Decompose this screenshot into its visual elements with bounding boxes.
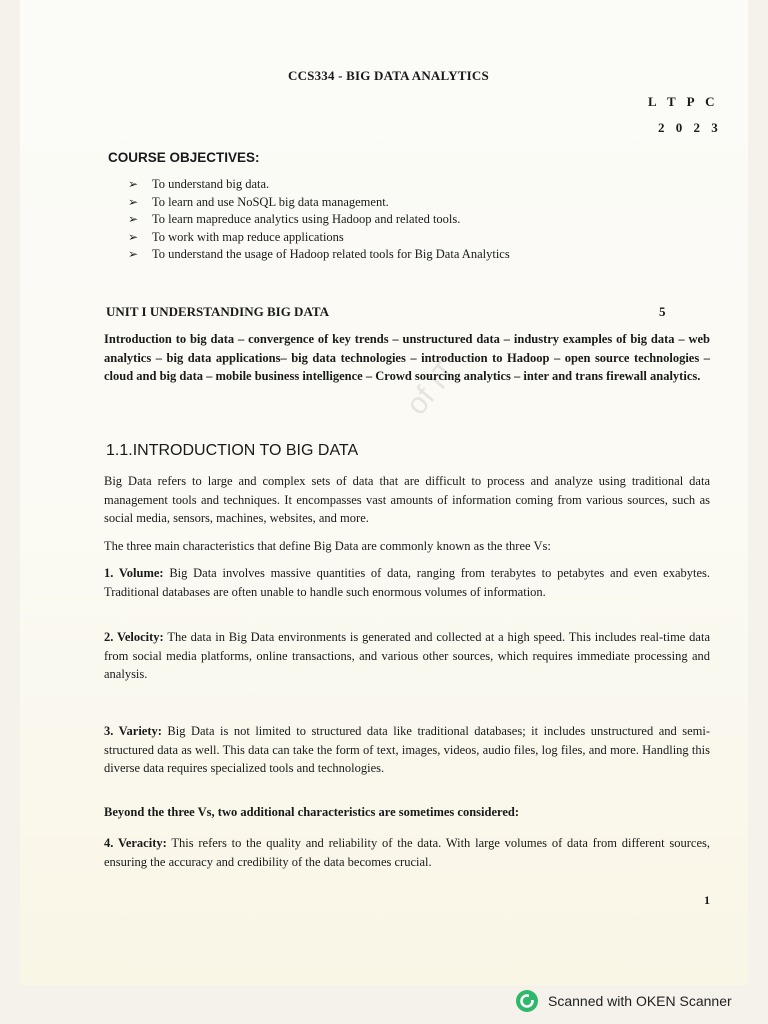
unit-syllabus: Introduction to big data – convergence of key trends – unstructured data – industry examples of big data – web analytics – big data applications– big data technologies – introduction to Hadoop – open source technologies – cloud and big data – mobile business intelligence – Crowd sourcing analytics – inter and trans firewall analytics. (104, 332, 710, 383)
three-vs-paragraph: The three main characteristics that define Big Data are commonly known as the three Vs: (104, 539, 551, 553)
intro-paragraph: Big Data refers to large and complex sets of data that are difficult to process and analyze using traditional data management tools and techniques. It encompasses vast amounts of information coming from various sources, such as social media, sensors, machines, websites, and more. (104, 474, 710, 525)
veracity-label: 4. Veracity: (104, 836, 167, 850)
scanner-footer (516, 990, 732, 1012)
objective-item: ➢ To understand big data. (128, 176, 510, 194)
ltpc-values: 2 0 2 3 (658, 120, 722, 135)
variety-text: Big Data is not limited to structured data like traditional databases; it includes unstructured and semi-structured data as well. This data can take the form of text, images, videos, audio files, log files, and more. Handling this diverse data requires specialized tools and technologies. (104, 724, 711, 775)
volume-label: 1. Volume: (104, 566, 164, 580)
objective-item: ➢ To understand the usage of Hadoop related tools for Big Data Analytics (128, 246, 510, 264)
objectives-list (128, 176, 510, 264)
variety-paragraph (104, 722, 710, 778)
veracity-text: This refers to the quality and reliability of the data. With large volumes of data from different sources, ensuring the accuracy and credibility of the data becomes crucial. (104, 836, 710, 869)
scanner-logo-icon (516, 990, 538, 1012)
document-page (20, 0, 748, 985)
velocity-text: The data in Big Data environments is generated and collected at a high speed. This includes real-time data from social media platforms, online transactions, and various other sources, which requires immediate processing and analysis. (104, 630, 710, 681)
objectives-heading: COURSE OBJECTIVES: (108, 150, 260, 165)
objective-item: ➢ To work with map reduce applications (128, 229, 510, 247)
arrow-bullet-icon: ➢ (128, 229, 139, 244)
arrow-bullet-icon: ➢ (128, 177, 139, 191)
volume-text: Big Data involves massive quantities of data, ranging from terabytes to petabytes and even exabytes. Traditional databases are often unable to handle such enormous volumes of information. (104, 566, 711, 599)
unit-hours: 5 (659, 304, 666, 319)
unit-heading: UNIT I UNDERSTANDING BIG DATA (106, 304, 329, 319)
watermark: of IT (400, 354, 464, 422)
objective-item: ➢ To learn and use NoSQL big data management. (128, 194, 510, 212)
objective-item: ➢ To learn mapreduce analytics using Hadoop and related tools. (128, 211, 510, 229)
veracity-paragraph (104, 834, 710, 871)
beyond-paragraph: Beyond the three Vs, two additional characteristics are sometimes considered: (104, 805, 519, 819)
velocity-label: 2. Velocity: (104, 630, 164, 644)
section-heading: 1.1.INTRODUCTION TO BIG DATA (106, 442, 359, 459)
volume-paragraph (104, 564, 710, 601)
arrow-bullet-icon: ➢ (128, 212, 139, 226)
arrow-bullet-icon: ➢ (128, 194, 139, 209)
velocity-paragraph (104, 628, 710, 684)
ltpc-label: L T P C (648, 94, 719, 109)
scanner-text: Scanned with OKEN Scanner (548, 993, 732, 1009)
arrow-bullet-icon: ➢ (128, 247, 139, 261)
variety-label: 3. Variety: (104, 724, 162, 738)
page-number: 1 (704, 893, 710, 907)
course-title: CCS334 - BIG DATA ANALYTICS (288, 68, 489, 83)
